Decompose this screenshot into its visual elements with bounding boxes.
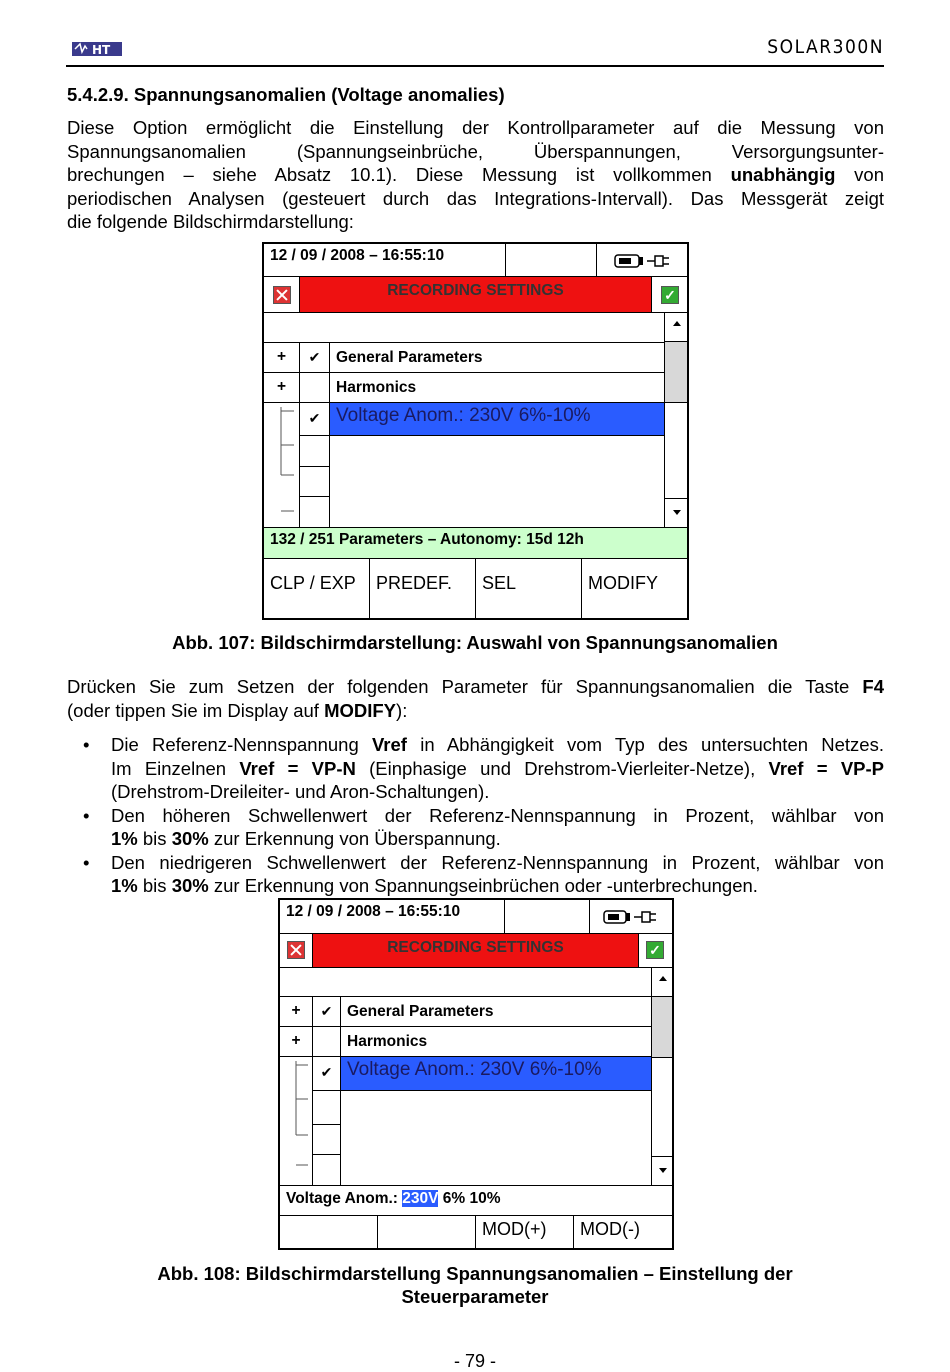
intro-paragraph <box>67 116 884 234</box>
cancel-cell[interactable] <box>279 933 313 968</box>
battery-plug-icon <box>590 900 674 934</box>
instruction-paragraph <box>67 675 884 722</box>
caption-abb-107: Abb. 107: Bildschirmdarstellung: Auswahl von Spannungsanomalien <box>172 632 778 653</box>
f1-empty-button[interactable] <box>279 1215 378 1249</box>
f2-predef-button[interactable]: PREDEF. <box>369 558 476 619</box>
tree-lines <box>263 402 300 528</box>
row-checkbox[interactable] <box>312 1154 341 1186</box>
tree-item-voltage-anomalies-selected[interactable]: Voltage Anom.: 230V 6%-10% <box>330 403 665 436</box>
f3-sel-button[interactable]: SEL <box>475 558 582 619</box>
status-bar: 132 / 251 Parameters – Autonomy: 15d 12h <box>263 527 688 559</box>
device-screen-1 <box>262 242 689 620</box>
scroll-down-button[interactable] <box>651 1156 673 1186</box>
bullet-line: Den niedrigeren Schwellenwert der Referenz-Nennspannung in Prozent, wählbar von <box>111 851 884 873</box>
datetime: 12 / 09 / 2008 – 16:55:10 <box>279 899 505 934</box>
tree-lines <box>279 1056 313 1186</box>
intro-line: die folgende Bildschirmdarstellung: <box>67 211 354 232</box>
edit-label: Voltage Anom.: <box>286 1190 398 1207</box>
datetime: 12 / 09 / 2008 – 16:55:10 <box>263 243 506 277</box>
row-checkbox[interactable] <box>299 342 330 373</box>
logo-text: HT <box>92 43 111 57</box>
scroll-down-button[interactable] <box>664 498 688 528</box>
expand-toggle[interactable] <box>279 996 313 1027</box>
header-rule <box>66 65 884 67</box>
plus-sign: + <box>276 348 287 365</box>
page-number: - 79 - <box>453 1351 496 1371</box>
f4-modify-button[interactable]: MODIFY <box>581 558 688 619</box>
caption-line: Abb. 108: Bildschirmdarstellung Spannungsanomalien – Einstellung der <box>157 1263 793 1284</box>
check-mark-icon: ✔ <box>308 410 321 426</box>
row-checkbox[interactable] <box>299 466 330 497</box>
list-empty-area <box>329 435 665 528</box>
scrollbar-track[interactable] <box>651 1057 673 1157</box>
bullet-item <box>67 733 884 804</box>
intro-line: periodischen Analysen (gesteuert durch das Integrations-Intervall). Das Messgerät zeigt <box>67 187 884 209</box>
scrollbar-track[interactable] <box>664 402 688 499</box>
expand-toggle[interactable] <box>263 342 300 373</box>
list-blank-row <box>263 312 665 343</box>
row-checkbox[interactable] <box>312 1056 341 1091</box>
arrow-down-icon <box>673 510 681 515</box>
tree-item-general-parameters[interactable]: General Parameters <box>340 996 652 1027</box>
f3-mod-plus-button[interactable]: MOD(+) <box>475 1215 574 1249</box>
list-empty-area <box>340 1090 652 1186</box>
caption-abb-108 <box>0 1262 950 1308</box>
intro-line: Diese Option ermöglicht die Einstellung der Kontrollparameter auf die Messung von <box>67 117 884 138</box>
header-empty-cell <box>504 899 590 934</box>
scrollbar-thumb[interactable] <box>664 341 688 403</box>
row-checkbox[interactable] <box>312 996 341 1027</box>
battery-plug-cell <box>589 899 673 934</box>
check-mark-icon: ✔ <box>320 1064 333 1080</box>
checkmark-icon[interactable]: ✓ <box>661 286 679 304</box>
model-name: SOLAR300N <box>767 36 884 58</box>
bullet-item <box>67 804 884 851</box>
confirm-cell[interactable] <box>651 276 688 313</box>
check-mark-icon: ✔ <box>308 349 321 365</box>
header-empty-cell <box>505 243 597 277</box>
plus-sign: + <box>276 378 287 395</box>
recording-settings-title: RECORDING SETTINGS <box>300 277 651 313</box>
row-checkbox[interactable] <box>299 435 330 467</box>
tree-item-harmonics[interactable]: Harmonics <box>340 1026 652 1057</box>
close-icon[interactable] <box>273 286 291 304</box>
caption-line: Steuerparameter <box>401 1286 549 1307</box>
expand-toggle[interactable] <box>263 372 300 403</box>
check-mark-icon <box>300 373 329 379</box>
arrow-up-icon <box>673 321 681 326</box>
plus-sign: + <box>291 1032 301 1049</box>
bullet-item <box>67 851 884 898</box>
expand-toggle[interactable] <box>279 1026 313 1057</box>
bullet-icon: • <box>83 804 90 826</box>
bullet-icon: • <box>83 851 90 873</box>
instruction-line: (oder tippen Sie im Display auf MODIFY): <box>67 699 408 721</box>
check-mark-icon: ✔ <box>320 1003 333 1019</box>
plus-sign: + <box>291 1002 301 1019</box>
bullet-line: 1% bis 30% zur Erkennung von Überspannung. <box>111 828 501 849</box>
arrow-down-icon <box>659 1168 667 1173</box>
list-blank-row <box>279 967 652 997</box>
tree-item-harmonics[interactable]: Harmonics <box>329 372 665 403</box>
intro-line: brechungen – siehe Absatz 10.1). Diese Messung ist vollkommen unabhängig von <box>67 164 885 185</box>
section-title: 5.4.2.9. Spannungsanomalien (Voltage anomalies) <box>67 84 505 105</box>
bullet-line: 1% bis 30% zur Erkennung von Spannungseinbrüchen oder -unterbrechungen. <box>111 875 758 896</box>
scrollbar-thumb[interactable] <box>651 996 673 1058</box>
row-checkbox[interactable] <box>312 1090 341 1125</box>
arrow-up-icon <box>659 976 667 981</box>
row-checkbox[interactable] <box>299 496 330 528</box>
cancel-cell[interactable] <box>263 276 300 313</box>
vref-value-highlighted[interactable]: 230V <box>402 1190 439 1207</box>
row-checkbox[interactable] <box>299 372 330 403</box>
scroll-up-button[interactable] <box>664 312 688 342</box>
device-screen-2 <box>278 898 674 1250</box>
checkmark-icon[interactable]: ✓ <box>646 941 664 959</box>
bullet-icon: • <box>83 734 90 755</box>
battery-plug-icon <box>597 244 689 278</box>
f4-mod-minus-button[interactable]: MOD(-) <box>573 1215 673 1249</box>
check-mark-icon <box>313 1027 340 1033</box>
f2-empty-button[interactable] <box>377 1215 476 1249</box>
f1-clp-exp-button[interactable]: CLP / EXP <box>263 558 370 619</box>
parameter-edit-bar <box>279 1185 673 1216</box>
row-checkbox[interactable] <box>299 402 330 436</box>
confirm-cell[interactable] <box>638 933 673 968</box>
battery-plug-cell <box>596 243 688 277</box>
tree-item-voltage-anomalies-selected[interactable]: Voltage Anom.: 230V 6%-10% <box>341 1057 652 1091</box>
tree-item-general-parameters[interactable]: General Parameters <box>329 342 665 373</box>
bullet-line: Die Referenz-Nennspannung Vref in Abhängigkeit vom Typ des untersuchten Netzes. <box>111 734 884 755</box>
scroll-up-button[interactable] <box>651 967 673 997</box>
recording-settings-title: RECORDING SETTINGS <box>313 934 638 968</box>
row-checkbox[interactable] <box>312 1124 341 1155</box>
instruction-line: Drücken Sie zum Setzen der folgenden Parameter für Spannungsanomalien die Taste F4 <box>67 676 884 697</box>
ht-logo <box>72 40 122 58</box>
intro-line: Spannungsanomalien (Spannungseinbrüche, Überspannungen, Versorgungsunter- <box>67 140 884 162</box>
bullet-line: Den höheren Schwellenwert der Referenz-Nennspannung in Prozent, wählbar von <box>111 804 884 826</box>
bullet-line: (Drehstrom-Dreileiter- und Aron-Schaltungen). <box>111 781 490 802</box>
threshold-values[interactable]: 6% 10% <box>442 1190 501 1207</box>
row-checkbox[interactable] <box>312 1026 341 1057</box>
close-icon[interactable] <box>287 941 305 959</box>
bullet-line: Im Einzelnen Vref = VP-N (Einphasige und Drehstrom-Vierleiter-Netze), Vref = VP-P <box>111 757 884 779</box>
parameter-bullet-list <box>67 733 884 898</box>
